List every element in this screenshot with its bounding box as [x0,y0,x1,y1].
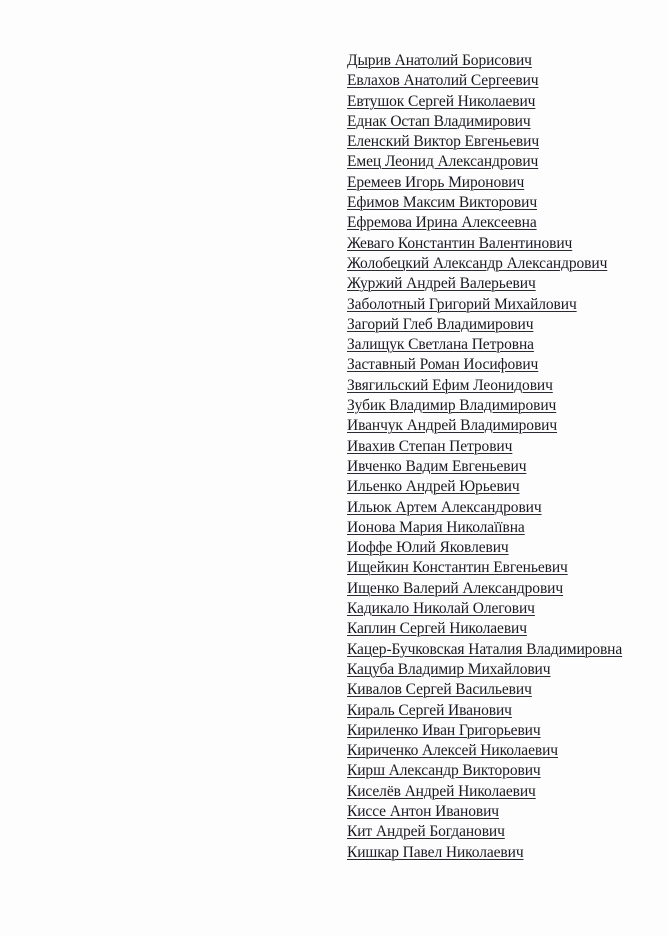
list-item: Кираль Сергей Иванович [347,701,512,719]
list-item: Ищенко Валерий Александрович [347,579,564,597]
list-item: Иоффе Юлий Яковлевич [347,539,509,557]
list-item: Журжий Андрей Валерьевич [347,275,536,293]
list-item: Звягильский Ефим Леонидович [347,376,553,394]
list-item: Ищейкин Константин Евгеньевич [347,559,568,577]
list-item: Киссе Антон Иванович [347,802,499,820]
list-item: Заставный Роман Иосифович [347,356,539,374]
list-item: Емец Леонид Александрович [347,153,539,171]
list-item: Загорий Глеб Владимирович [347,315,534,333]
list-item: Заболотный Григорий Михайлович [347,295,577,313]
list-item: Ильюк Артем Александрович [347,498,542,516]
list-item: Еднак Остап Владимирович [347,112,531,130]
list-item: Иванчук Андрей Владимирович [347,417,558,435]
list-item: Жеваго Константин Валентинович [347,234,573,252]
list-item: Ефремова Ирина Алексеевна [347,214,537,232]
list-item: Кит Андрей Богданович [347,823,505,841]
list-item: Ионова Мария Николаїївна [347,518,525,536]
list-item: Кивалов Сергей Васильевич [347,681,532,699]
list-item: Евлахов Анатолий Сергеевич [347,72,539,90]
list-item: Кириленко Иван Григорьевич [347,721,541,739]
list-item: Ефимов Максим Викторович [347,194,538,212]
list-item: Каплин Сергей Николаевич [347,620,527,638]
list-item: Кириченко Алексей Николаевич [347,742,558,760]
list-item: Кирш Александр Викторович [347,762,541,780]
name-list [347,51,622,863]
list-item: Кацер-Бучковская Наталия Владимировна [347,640,623,658]
list-item: Кадикало Николай Олегович [347,600,535,618]
list-item: Зубик Владимир Владимирович [347,397,557,415]
list-item: Жолобецкий Александр Александрович [347,254,608,272]
list-item: Еремеев Игорь Миронович [347,173,525,191]
list-item: Ивченко Вадим Евгеньевич [347,457,527,475]
list-item: Ивахив Степан Петрович [347,437,513,455]
list-item: Кишкар Павел Николаевич [347,843,524,861]
list-item: Кацуба Владимир Михайлович [347,660,551,678]
list-item: Ильенко Андрей Юрьевич [347,478,520,496]
list-item: Киселёв Андрей Николаевич [347,782,536,800]
list-item: Евтушок Сергей Николаевич [347,92,536,110]
list-item: Дырив Анатолий Борисович [347,52,532,69]
list-item: Еленский Виктор Евгеньевич [347,133,540,151]
list-item: Залищук Светлана Петровна [347,336,534,354]
